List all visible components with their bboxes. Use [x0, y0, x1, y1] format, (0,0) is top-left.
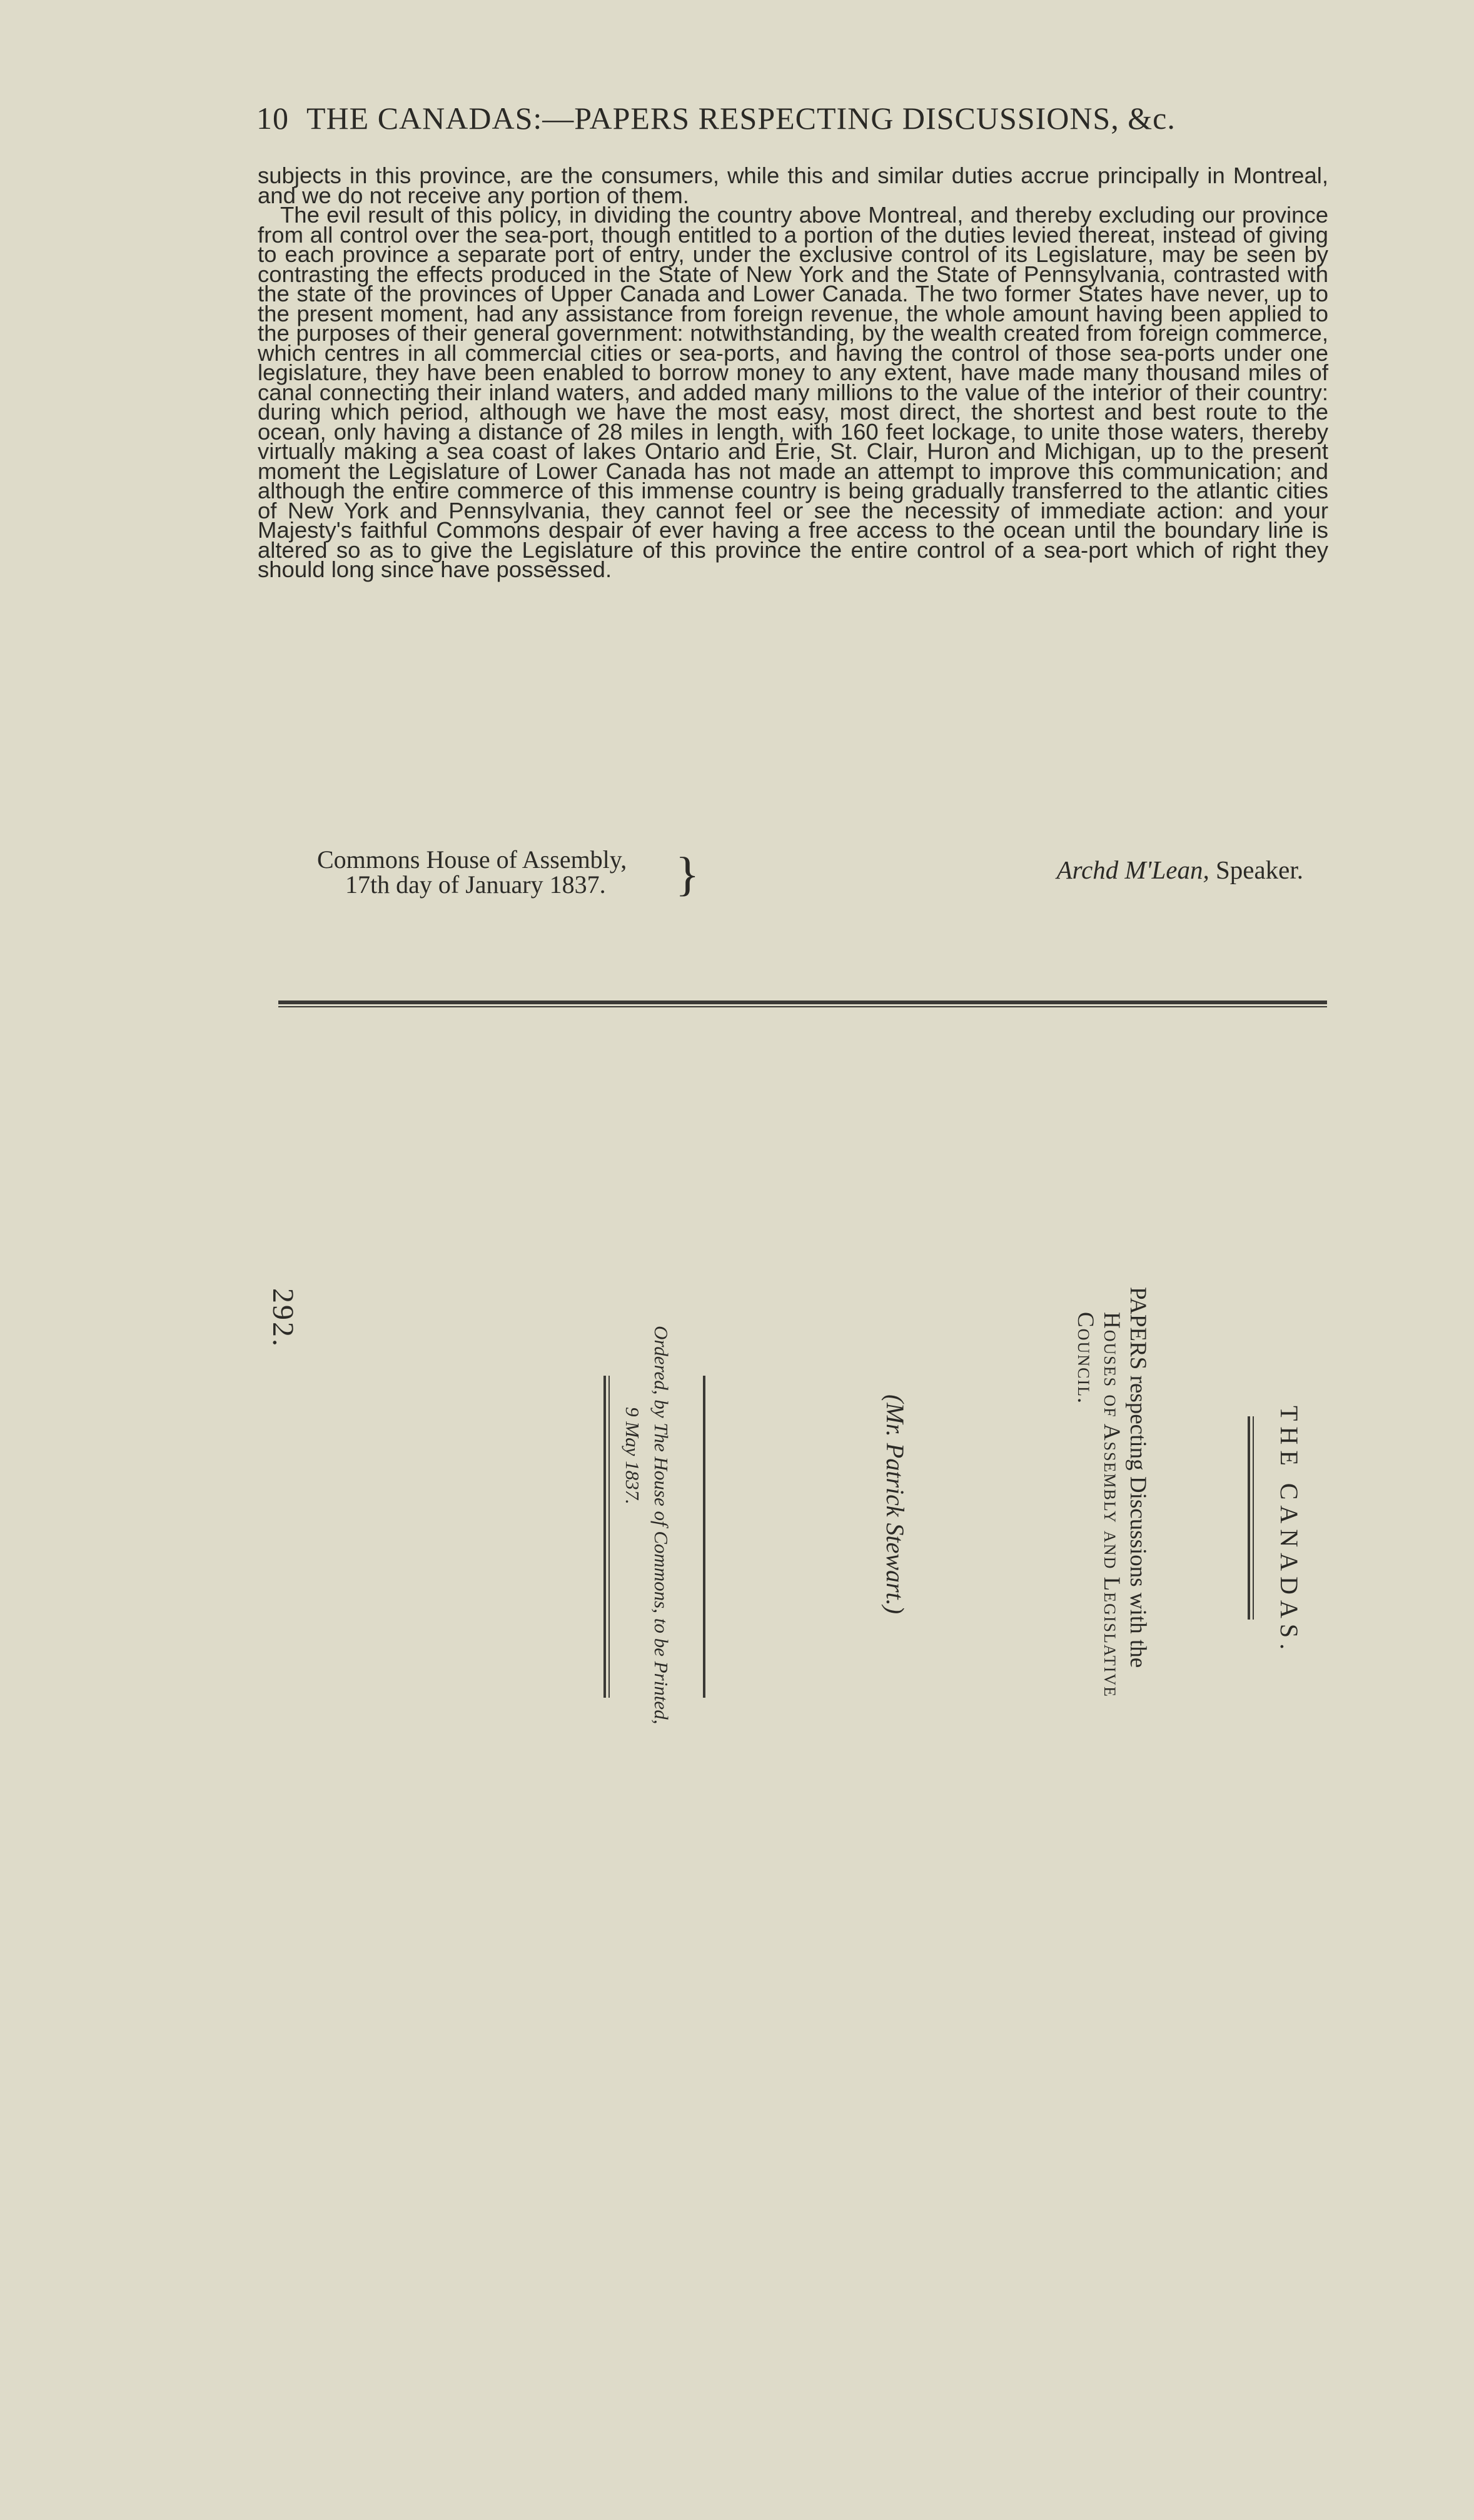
- order-rule-top: [703, 1376, 705, 1698]
- order-rule-bottom: [603, 1376, 606, 1698]
- origin-line-1: Commons House of Assembly,: [317, 845, 627, 874]
- signer-name: Archd M'Lean,: [1056, 855, 1209, 884]
- desc-line-3: Council.: [1073, 1312, 1098, 1405]
- page-number: 10: [256, 101, 289, 136]
- speaker-signature: [1057, 855, 1303, 885]
- member-name: (Mr. Patrick Stewart.): [881, 1394, 909, 1615]
- endorsement-description: [1072, 1287, 1151, 1698]
- order-date: 9 May 1837.: [622, 1407, 644, 1504]
- signer-title: Speaker.: [1215, 855, 1303, 884]
- order-line-1: Ordered, by The House of Commons, to be Printed,: [650, 1326, 672, 1725]
- order-rule-bottom-thin: [608, 1376, 610, 1698]
- paragraph-2: The evil result of this policy, in dividing the country above Montreal, and thereby excluding our province from all control over the sea-port, though entitled to a portion of the duties levied thereat, instead of giving to each province a separate port of entry, under the exclusive control of its Legislature, may be seen by contrasting the effects produced in the State of New York and the State of Pennsylvania, contrasted with the state of the provinces of Upper Canada and Lower Canada. The two former States have never, up to the present moment, had any assistance from foreign revenue, the whole amount having been applied to the purposes of their general government: notwithstanding, by the wealth created from foreign commerce, which centres in all commercial cities or sea-ports, and having the control of those sea-ports under one legislature, they have been enabled to borrow money to any extent, have made many thousand miles of canal connecting their inland waters, and added many millions to the value of the interior of their country: during which period, although we have the most easy, most direct, the shortest and best route to the ocean, only having a distance of 28 miles in length, with 160 feet lockage, to unite those waters, thereby virtually making a sea coast of lakes Ontario and Erie, St. Clair, Huron and Michigan, up to the present moment the Legislature of Lower Canada has not made an attempt to improve this communication; and although the entire commerce of this immense country is being gradually transferred to the atlantic cities of New York and Pennsylvania, they cannot feel or see the necessity of immediate action: and your Majesty's faithful Commons despair of ever having a free access to the ocean until the boundary line is altered so as to give the Legislature of this province the entire control of a sea-port which of right they should long since have possessed.: [258, 202, 1328, 582]
- brace: }: [675, 849, 700, 901]
- endorsement-title: THE CANADAS.: [1275, 1406, 1303, 1656]
- page-header: [256, 100, 1176, 136]
- order-block: [618, 1326, 675, 1724]
- paper-number: 292.: [266, 1288, 300, 1348]
- desc-line-2: Houses of Assembly and Legislative: [1099, 1312, 1124, 1698]
- paragraph-1: subjects in this province, are the consumers, while this and similar duties accrue principally in Montreal, and we do not receive any portion of them.: [258, 163, 1328, 208]
- title-rule: [1248, 1416, 1250, 1620]
- body-text: [258, 163, 1328, 582]
- signature-block: [258, 847, 1328, 910]
- running-title: THE CANADAS:—PAPERS RESPECTING DISCUSSIONS, &c.: [306, 101, 1176, 136]
- section-rule: [278, 1000, 1327, 1007]
- desc-line-1: PAPERS respecting Discussions with the: [1125, 1287, 1151, 1668]
- origin-block: [317, 847, 627, 897]
- title-rule-thin: [1253, 1416, 1254, 1620]
- origin-line-2: 17th day of January 1837.: [345, 870, 606, 899]
